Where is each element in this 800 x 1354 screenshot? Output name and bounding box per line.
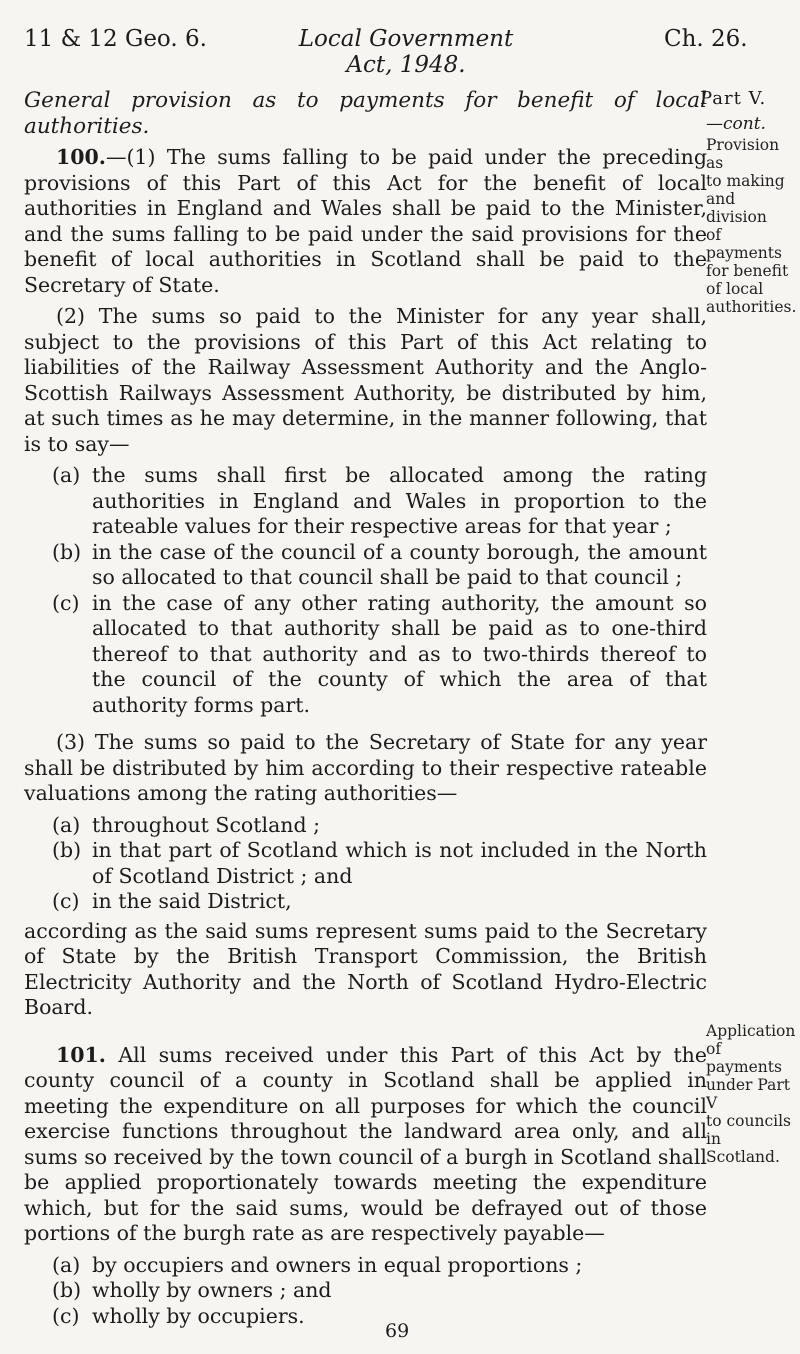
- list-item: [24, 1304, 707, 1330]
- list-item: [24, 591, 707, 719]
- margin-note-line: of payments: [706, 1040, 782, 1076]
- list-item: [24, 838, 707, 889]
- section-100-subsection-3: (3) The sums so paid to the Secretary of State for any year shall be distributed by him according to their respective rateable valuations among the rating authorities—: [24, 730, 707, 805]
- margin-note-line: Provision as: [706, 136, 780, 172]
- page-number: 69: [385, 1320, 410, 1342]
- section-101-list: [24, 1253, 707, 1330]
- section-100-3-tail: according as the said sums represent sums paid to the Secretary of State by the British Transport Commission, the British Electricity Authority and the North of Scotland Hydro-Electric Board.: [24, 918, 707, 1019]
- section-101-text: All sums received under this Part of this Act by the county council of a county in Scotland shall be applied in meeting the expenditure on all purposes for which the council exercise functions throughout the landward area only, and all sums so received by the town council of a burgh in Scotland shall be applied proportionately towards meeting the expenditure which, but for the said sums, would be defrayed out of those portions of the burgh rate as are respectively payable—: [24, 1042, 707, 1245]
- part-cont-label: —cont.: [706, 114, 766, 134]
- list-item-label: (b): [52, 838, 82, 862]
- margin-note-line: and division: [706, 190, 767, 226]
- section-heading: General provision as to payments for benefit of local authorities.: [24, 88, 707, 139]
- list-item-text: wholly by occupiers.: [92, 1303, 305, 1328]
- list-item-label: (c): [52, 590, 80, 615]
- section-100-2-list: [24, 463, 707, 718]
- act-title-line1: Local Government: [298, 26, 514, 52]
- regnal-year: 11 & 12 Geo. 6.: [24, 26, 207, 52]
- list-item-text: wholly by owners ; and: [92, 1278, 332, 1302]
- list-item-text: throughout Scotland ;: [92, 812, 321, 837]
- list-item-label: (a): [52, 812, 81, 837]
- list-item-label: (b): [52, 1278, 82, 1302]
- list-item: [24, 813, 707, 839]
- list-item-text: by occupiers and owners in equal proportions ;: [92, 1252, 583, 1277]
- list-item-text: the sums shall first be allocated among the rating authorities in England and Wales in proportion to the rateable values for their respective areas for that year ;: [92, 463, 707, 538]
- list-item-text: in the case of the council of a county borough, the amount so allocated to that council shall be paid to that council ;: [92, 539, 707, 589]
- section-101-number: 101.: [56, 1042, 106, 1067]
- margin-note-provision: [706, 136, 800, 316]
- list-item-label: (c): [52, 1303, 80, 1328]
- margin-note-line: Scotland.: [706, 1148, 780, 1166]
- list-item: [24, 1278, 707, 1304]
- section-100-3-list: [24, 813, 707, 915]
- list-item-text: in that part of Scotland which is not included in the North of Scotland District ; and: [92, 838, 707, 888]
- margin-note-line: to councils in: [706, 1112, 792, 1148]
- main-text: [24, 88, 707, 1341]
- section-100-1-text: —(1) The sums falling to be paid under the preceding provisions of this Part of this Act for the benefit of local authorities in England and Wales shall be paid to the Minister, and the sums falling to be paid under the said provisions for the benefit of local authorities in Scotland shall be paid to the Secretary of State.: [24, 145, 707, 297]
- list-item-label: (a): [52, 1252, 81, 1277]
- margin-note-application: [706, 1022, 800, 1166]
- chapter-number: Ch. 26.: [664, 26, 748, 52]
- margin-note-line: Application: [706, 1022, 796, 1040]
- margin-note-line: of local: [706, 280, 764, 298]
- margin-note-line: under Part V: [706, 1076, 791, 1112]
- list-item-text: in the said District,: [92, 889, 292, 913]
- list-item: [24, 463, 707, 540]
- part-label: Part V.: [700, 88, 767, 109]
- margin-note-line: for benefit: [706, 262, 789, 280]
- list-item: [24, 1253, 707, 1279]
- list-item-label: (b): [52, 539, 82, 564]
- section-100-subsection-2: (2) The sums so paid to the Minister for any year shall, subject to the provisions of this Part of this Act relating to liabilities of the Railway Assessment Authority and the Anglo-Scottish Railways Assessment Authority, be distributed by him, at such times as he may determine, in the manner following, that is to say—: [24, 304, 707, 456]
- list-item-text: in the case of any other rating authority, the amount so allocated to that authority shall be paid as to one-third thereof to that authority and as to two-thirds thereof to the council of the county of which the area of that authority forms part.: [92, 590, 707, 717]
- list-item: [24, 889, 707, 915]
- list-item-label: (c): [52, 889, 80, 913]
- margin-note-line: to making: [706, 172, 785, 190]
- section-100-subsection-1: [24, 145, 707, 298]
- section-101: [24, 1043, 707, 1247]
- list-item-label: (a): [52, 463, 81, 487]
- margin-note-line: authorities.: [706, 298, 797, 316]
- list-item: [24, 540, 707, 591]
- act-title: [246, 26, 566, 78]
- section-100-number: 100.: [56, 145, 106, 169]
- act-title-line2: Act, 1948.: [346, 52, 466, 78]
- margin-note-line: of payments: [706, 226, 782, 262]
